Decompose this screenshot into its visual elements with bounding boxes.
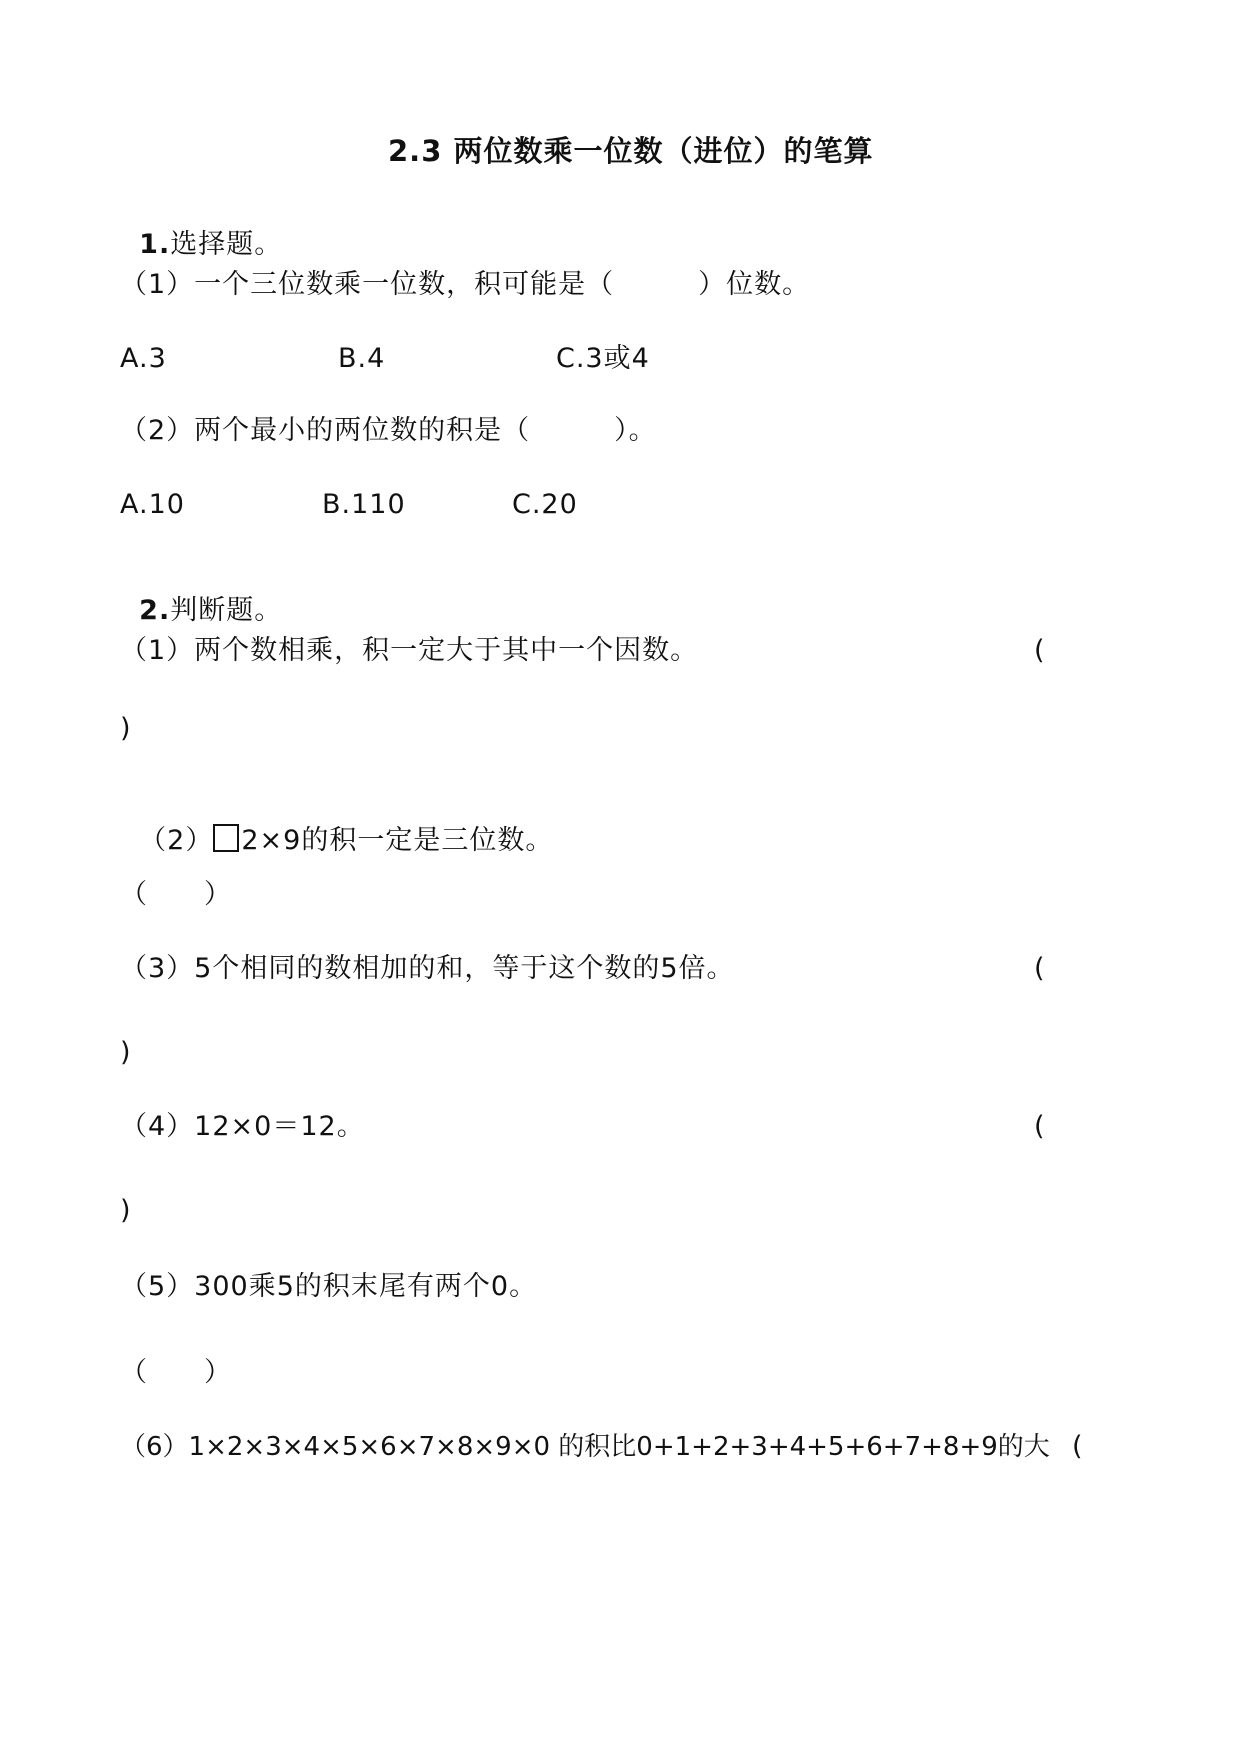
page-title: 2.3 两位数乘一位数（进位）的笔算 [388,134,874,168]
section2-q4-text: （4）12×0＝12。 [120,1111,365,1142]
section2-heading [120,560,282,628]
section1-heading [120,194,282,262]
section2-q6-open-paren: ( [1072,1431,1084,1462]
section2-q3-close-paren: ) [120,1037,132,1068]
section2-q2 [120,790,553,858]
section1-q1-option-a: A.3 [120,343,167,374]
section1-q2-option-a: A.10 [120,489,185,520]
section2-q4-close-paren: ) [120,1195,132,1226]
section2-q2-label: （2） [139,825,214,856]
section1-q2-option-c: C.20 [512,489,578,520]
section1-q2-option-b: B.110 [322,489,406,520]
section2-q3-open-paren: ( [1034,953,1046,984]
section2-q5-text: （5）300乘5的积末尾有两个0。 [120,1271,538,1302]
section2-q2-text: 2×9的积一定是三位数。 [241,825,554,856]
section2-q2-answer-blank: （ ） [120,879,232,910]
section1-q1-option-c: C.3或4 [556,343,650,374]
section2-q1-text: （1）两个数相乘，积一定大于其中一个因数。 [120,635,699,666]
section2-q5-answer-blank: （ ） [120,1357,232,1388]
section2-q4-open-paren: ( [1034,1111,1046,1142]
section1-heading-text: 选择题。 [170,229,283,260]
section1-q1-option-b: B.4 [338,343,386,374]
section2-q6-text: （6）1×2×3×4×5×6×7×8×9×0 的积比0+1+2+3+4+5+6+7+8+9的大 [120,1432,1050,1462]
section1-q1-text: （1）一个三位数乘一位数，积可能是（ ）位数。 [120,269,811,300]
section2-q3-text: （3）5个相同的数相加的和，等于这个数的5倍。 [120,953,735,984]
section2-number: 2. [139,595,171,626]
blank-square-icon [213,824,239,852]
section2-q1-close-paren: ) [120,713,132,744]
section2-q1-open-paren: ( [1034,635,1046,666]
section1-q2-text: （2）两个最小的两位数的积是（ ）。 [120,415,657,446]
section1-number: 1. [139,229,171,260]
section2-heading-text: 判断题。 [170,595,283,626]
